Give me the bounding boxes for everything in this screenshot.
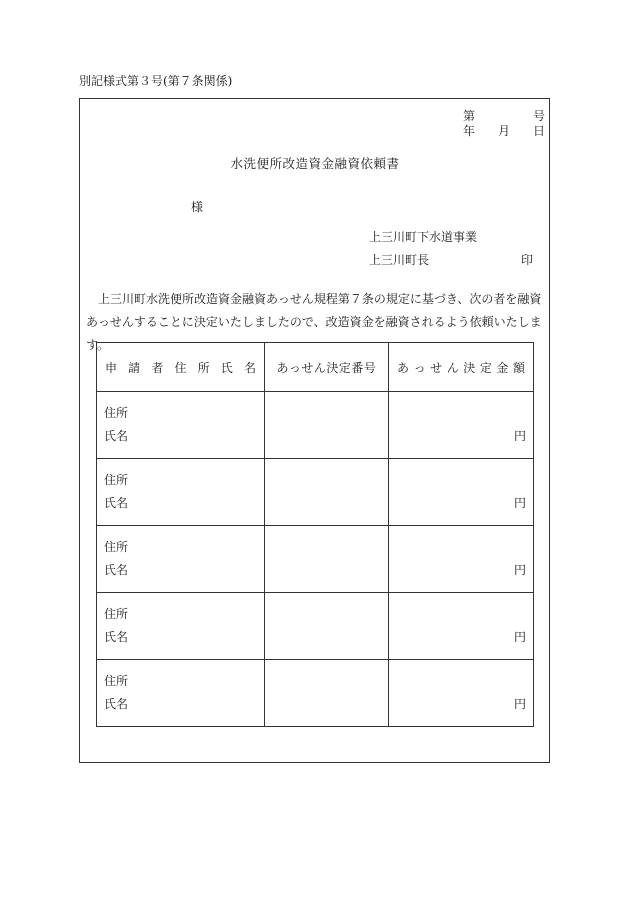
date-month-label: 月 xyxy=(498,124,511,138)
decision-number-cell[interactable] xyxy=(265,526,389,593)
applicant-cell[interactable] xyxy=(97,459,265,526)
yen-unit: 円 xyxy=(513,630,526,644)
addressee-honorific: 様 xyxy=(191,200,204,214)
decision-amount-cell[interactable] xyxy=(389,593,534,660)
address-label: 住所 xyxy=(104,607,129,621)
header-applicant-char: 者 xyxy=(151,360,164,375)
header-applicant-char: 請 xyxy=(128,360,141,375)
header-amount-char: っ xyxy=(413,360,426,375)
table-header-row xyxy=(97,343,534,392)
date-day-label: 日 xyxy=(533,124,546,138)
document-title: 水洗便所改造資金融資依頼書 xyxy=(230,156,400,171)
header-applicant xyxy=(97,343,265,392)
header-amount-char: 額 xyxy=(512,360,525,375)
address-label: 住所 xyxy=(104,473,129,487)
decision-amount-cell[interactable] xyxy=(389,526,534,593)
organization-name: 上三川町下水道事業 xyxy=(369,230,478,244)
name-label: 氏名 xyxy=(104,630,129,644)
yen-unit: 円 xyxy=(513,563,526,577)
table-row xyxy=(97,392,534,459)
yen-unit: 円 xyxy=(513,429,526,443)
table-row xyxy=(97,660,534,727)
header-amount-char: ん xyxy=(446,360,459,375)
table-row xyxy=(97,459,534,526)
name-label: 氏名 xyxy=(104,496,129,510)
form-reference-label: 別記様式第３号(第７条関係) xyxy=(79,74,233,88)
number-prefix: 第 xyxy=(463,109,476,123)
name-label: 氏名 xyxy=(104,563,129,577)
decision-amount-cell[interactable] xyxy=(389,392,534,459)
number-suffix: 号 xyxy=(533,109,546,123)
header-applicant-char: 名 xyxy=(243,360,256,375)
seal-mark: 印 xyxy=(521,253,534,267)
decision-number-cell[interactable] xyxy=(265,459,389,526)
applicant-cell[interactable] xyxy=(97,526,265,593)
header-amount-char: あ xyxy=(397,360,410,375)
address-label: 住所 xyxy=(104,540,129,554)
applicant-cell[interactable] xyxy=(97,593,265,660)
yen-unit: 円 xyxy=(513,697,526,711)
loan-request-table xyxy=(96,342,534,727)
header-applicant-char: 申 xyxy=(105,360,118,375)
header-applicant-char: 氏 xyxy=(220,360,233,375)
applicant-cell[interactable] xyxy=(97,392,265,459)
table-row xyxy=(97,593,534,660)
decision-amount-cell[interactable] xyxy=(389,660,534,727)
header-amount-char: 決 xyxy=(463,360,476,375)
header-decision-number: あっせん決定番号 xyxy=(265,343,389,392)
request-body-text: 上三川町水洗便所改造資金融資あっせん規程第７条の規定に基づき、次の者を融資あっせんすることに決定いたしましたので、改造資金を融資されるよう依頼いたします。 xyxy=(86,292,542,352)
table-row xyxy=(97,526,534,593)
yen-unit: 円 xyxy=(513,496,526,510)
date-year-label: 年 xyxy=(463,124,476,138)
header-decision-amount xyxy=(389,343,534,392)
decision-number-cell[interactable] xyxy=(265,660,389,727)
decision-amount-cell[interactable] xyxy=(389,459,534,526)
decision-number-cell[interactable] xyxy=(265,593,389,660)
header-applicant-char: 所 xyxy=(197,360,210,375)
address-label: 住所 xyxy=(104,406,129,420)
header-amount-char: 定 xyxy=(479,360,492,375)
mayor-title: 上三川町長 xyxy=(369,253,430,267)
header-amount-char: せ xyxy=(430,360,443,375)
address-label: 住所 xyxy=(104,674,129,688)
decision-number-cell[interactable] xyxy=(265,392,389,459)
name-label: 氏名 xyxy=(104,697,129,711)
header-applicant-char: 住 xyxy=(174,360,187,375)
applicant-cell[interactable] xyxy=(97,660,265,727)
header-amount-char: 金 xyxy=(496,360,509,375)
name-label: 氏名 xyxy=(104,429,129,443)
